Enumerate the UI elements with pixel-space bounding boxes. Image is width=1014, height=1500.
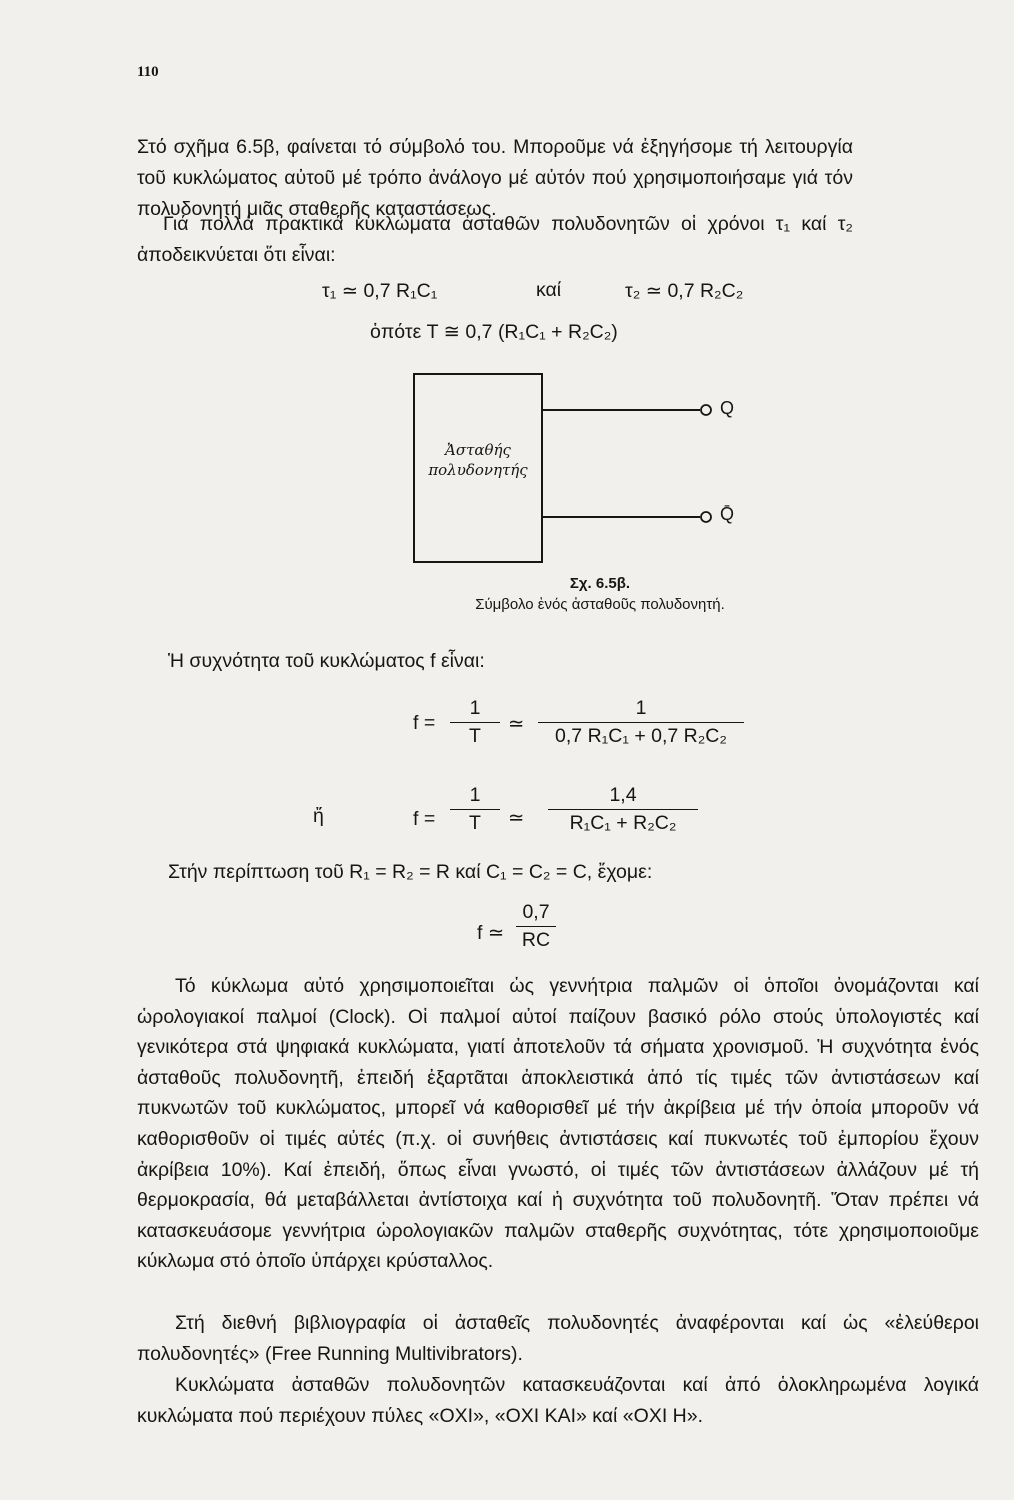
output-q-label: Q: [720, 398, 735, 418]
eq3-lhs: f ≃: [477, 922, 505, 944]
equal-components-line: Στήν περίπτωση τοῦ R₁ = R₂ = R καί C₁ = C₂ = C, ἔχομε:: [168, 861, 653, 883]
free-running-paragraph: Στή διεθνή βιβλιογραφία οἱ ἀσταθεῖς πολυδονητές ἀναφέρονται καί ὡς «ἐλεύθεροι πολυδονητές» (Free Running Multivibrators).: [137, 1312, 979, 1365]
equation-period: ὁπότε T ≅ 0,7 (R₁C₁ + R₂C₂): [370, 321, 618, 343]
output-qbar-terminal: [701, 512, 711, 522]
eq1-fraction-2: [538, 697, 744, 748]
eq2-fraction-1: [450, 784, 500, 835]
equation-tau2: τ₂ ≃ 0,7 R₂C₂: [625, 280, 744, 302]
eq2-or: ἤ: [313, 805, 324, 827]
output-q-terminal: [701, 405, 711, 415]
eq2-approx: ≃: [508, 807, 525, 829]
eq2-den2: R₁C₁ + R₂C₂: [569, 812, 677, 834]
eq1-approx: ≃: [508, 713, 525, 735]
figure-caption-text: Σύμβολο ἑνός ἀσταθοῦς πολυδονητή.: [475, 596, 725, 613]
eq2-den1: T: [469, 812, 481, 834]
equation-tau1: τ₁ ≃ 0,7 R₁C₁: [322, 280, 438, 302]
eq1-den2: 0,7 R₁C₁ + 0,7 R₂C₂: [555, 725, 727, 747]
time-constants-paragraph: Γιά πολλά πρακτικά κυκλώματα ἀσταθῶν πολυδονητῶν οἱ χρόνοι τ₁ καί τ₂ ἀποδεικνύεται ὅτι εἶναι:: [137, 213, 853, 266]
eq2-num1: 1: [450, 784, 500, 810]
frequency-intro: Ἡ συχνότητα τοῦ κυκλώματος f εἶναι:: [168, 650, 485, 672]
eq1-fraction-1: [450, 697, 500, 748]
symbol-label-line1: Ἀσταθής: [445, 441, 511, 459]
figure-caption-number: Σχ. 6.5β.: [569, 575, 631, 592]
eq1-den1: T: [469, 725, 481, 747]
equation-kai: καί: [536, 279, 562, 301]
eq2-lhs: f =: [413, 808, 436, 830]
clock-paragraph: Τό κύκλωμα αὐτό χρησιμοποιεῖται ὡς γεννήτρια παλμῶν οἱ ὁποῖοι ὀνομάζονται καί ὡρολογιακοί παλμοί (Clock). Οἱ παλμοί αὐτοί παίζουν βασικό ρόλο στούς ὑπολογιστές καί γενικότερα στά ψηφιακά κυκλώματα, γιατί ἀποτελοῦν τά σήματα χρονισμοῦ. Ἡ συχνότητα ἑνός ἀσταθοῦς πολυδονητῆ, ἐπειδή ἐξαρτᾶται ἀποκλειστικά ἀπό τίς τιμές τῶν ἀντιστάσεων καί πυκνωτῶν τοῦ κυκλώματος, μπορεῖ νά καθορισθεῖ μέ τήν ἀκρίβεια μέ τήν ὁποία μποροῦν νά καθορισθοῦν οἱ τιμές αὐτές (π.χ. οἱ συνήθεις ἀντιστάσεις καί πυκνωτές τοῦ ἐμπορίου ἔχουν ἀκρίβεια 10%). Καί ἐπειδή, ὅπως εἶναι γνωστό, οἱ τιμές τῶν ἀντιστάσεων ἀλλάζουν μέ τή θερμοκρασία, θά μεταβάλλεται ἀντίστοιχα καί ἡ συχνότητα τοῦ πολυδονητῆ. Ὅταν πρέπει νά κατασκευάσομε γεννήτρια ὡρολογιακῶν παλμῶν σταθερῆς συχνότητας, τότε χρησιμοποιοῦμε κύκλωμα στό ὁποῖο ὑπάρχει κρύσταλλος.: [137, 975, 979, 1273]
eq3-den: RC: [521, 929, 551, 951]
eq1-lhs: f =: [413, 712, 436, 734]
eq3-fraction: [516, 901, 556, 952]
eq2-num2: 1,4: [548, 784, 698, 810]
eq3-num: 0,7: [516, 901, 556, 927]
eq1-num1: 1: [450, 697, 500, 723]
figure-caption: [470, 575, 730, 613]
logic-gates-paragraph: Κυκλώματα ἀσταθῶν πολυδονητῶν κατασκευάζονται καί ἀπό ὁλοκληρωμένα λογικά κυκλώματα πού περιέχουν πύλες «ΟΧΙ», «ΟΧΙ ΚΑΙ» καί «ΟΧΙ Η».: [137, 1374, 979, 1427]
page-number: 110: [137, 64, 159, 80]
intro-paragraph: Στό σχῆμα 6.5β, φαίνεται τό σύμβολό του. Μποροῦμε νά ἐξηγήσομε τή λειτουργία τοῦ κυκλώματος αὐτοῦ μέ τρόπο ἀνάλογο μέ αὐτόν πού χρησιμοποιήσαμε γιά τόν πολυδονητή μιᾶς σταθερῆς καταστάσεως.: [137, 136, 853, 220]
eq2-fraction-2: [548, 784, 698, 835]
output-qbar-label: Q̄: [720, 504, 735, 524]
symbol-label-line2: πολυδονητής: [428, 461, 528, 479]
eq1-num2: 1: [538, 697, 744, 723]
